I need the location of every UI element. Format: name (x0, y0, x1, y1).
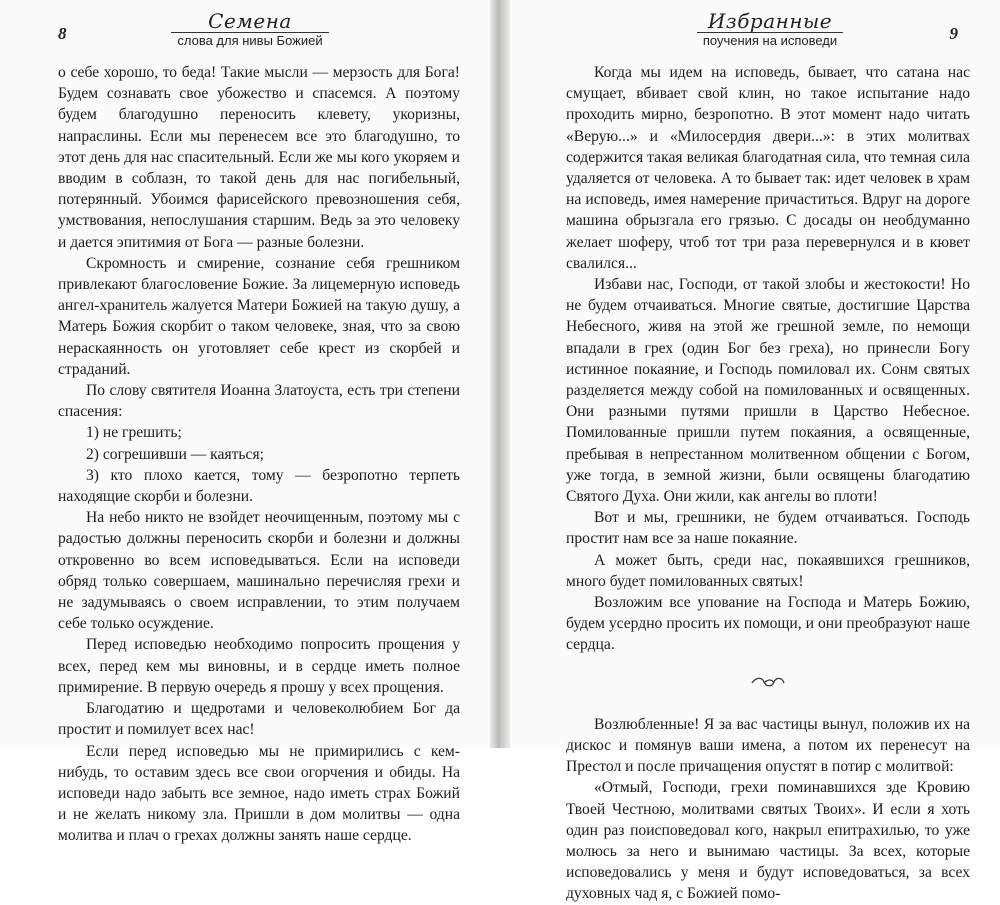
left-page-number: 8 (58, 24, 67, 43)
paragraph: На небо никто не взойдет неочищенным, поэтому мы с радостью должны переносить скорби и болезни и должны откровенно во всем исповедываться. Если на исповеди обряд только совершаем, машинально перечисляя грехи и не задумываясь о своем исправлении, то этим получаем себе только осуждение. (58, 509, 460, 633)
paragraph: Избави нас, Господи, от такой злобы и жестокости! Но не будем отчаиваться. Многие святые, достигшие Царства Небесного, живя на этой же грешной земле, по немощи впадали в грех (один Бог без греха), но принесли Богу истинное покаяние, и Господь помиловал их. Сонм святых разделяется между собой на помилованных и освященных. Они разными путями пришли в Царство Небесное. Помилованные пришли путем покаяния, а освященные, пребывая в непрестанном молитвенном общении с Богом, уже тогда, в земной жизни, были освящены благодатию Святого Духа. Они жили, как ангелы во плоти! (566, 276, 970, 506)
list-item: 3) кто плохо кается, тому — безропотно терпеть находящие скорби и болезни. (58, 466, 460, 506)
right-running-header (660, 10, 880, 50)
left-page (0, 0, 490, 845)
right-page (510, 0, 1000, 903)
right-header-subtitle: поучения на исповеди (697, 32, 843, 48)
book-gutter (490, 0, 510, 748)
paragraph: Когда мы идем на исповедь, бывает, что сатана нас смущает, вбивает свой клин, но такое испытание надо проходить мирно, безропотно. В этот момент надо читать «Верую...» и «Милосердия двери...»: в этих молитвах содержится такая великая благодатная сила, что темная сила удаляется от человека. А то бывает так: идет человек в храм на исповедь, имея намерение причаститься. Вдруг на дороге машина обрызгала его грязью. С досады он необдуманно желает шоферу, чтоб тот три раза перевернулся и в кювет свалился... (566, 64, 970, 272)
right-page-number: 9 (949, 24, 958, 43)
paragraph: Перед исповедью необходимо попросить прощения у всех, перед кем мы виновны, и в сердце иметь полное примирение. В первую очередь я прошу у всех прощения. (58, 636, 460, 696)
paragraph: Вот и мы, грешники, не будем отчаиваться. Господь простит нам все за наше покаяние. (566, 509, 970, 548)
paragraph: Возлюбленные! Я за вас частицы вынул, положив их на дискос и помянув ваши имена, а потом их перенесут на Престол и после причащения опустят в потир с молитвой: (566, 715, 970, 776)
paragraph: Благодатию и щедротами и человеколюбием Бог да простит и помилует всех нас! (58, 700, 460, 739)
left-running-header (140, 10, 360, 50)
paragraph: о себе хорошо, то беда! Такие мысли — мерзость для Бога! Будем сознавать свое убожество и спасемся. А поэтому будем благодушно переносить клевету, укоризны, напраслины. Если мы перенесем все это благодушно, то этот день для нас спасительный. Если же мы кого укоряем и вводим в соблазн, то такой день для нас погибельный, потерянный. Убоимся фарисейского превозношения себя, умствования, непослушания старшим. Ведь за это человеку и дается эпитимия от Бога — разные болезни. (58, 64, 460, 251)
list-item: 1) не грешить; (86, 424, 182, 442)
list-item: 2) согрешивши — каяться; (86, 445, 264, 463)
paragraph: Возложим все упование на Господа и Матерь Божию, будем усердно просить их помощи, и они преобразуют наше сердца. (566, 594, 970, 654)
right-body-text (566, 62, 970, 905)
left-header-title: Семена (208, 9, 292, 33)
left-header-subtitle: слова для нивы Божией (171, 32, 328, 48)
left-body-text (58, 62, 460, 847)
section-divider-ornament-icon (566, 674, 970, 688)
paragraph: По слову святителя Иоанна Златоуста, есть три степени спасения: (58, 382, 460, 421)
paragraph: «Отмый, Господи, грехи поминавшихся зде Кровию Твоей Честною, молитвами святых Твоих». И если я хоть один раз поисповедовал кого, накрыл епитрахилью, то уже молюсь за него и вынимаю частицы. За всех, которые исповедовались у меня и будут исповедоваться, за всех духовных чад я, с Божией помо- (566, 779, 970, 903)
right-header-title: Избранные (707, 9, 833, 33)
paragraph: А может быть, среди нас, покаявшихся грешников, много будет помилованных святых! (566, 551, 970, 590)
paragraph: Если перед исповедью мы не примирились с кем-нибудь, то оставим здесь все свои огорчения и обиды. На исповеди надо забыть все земное, надо иметь страх Божий и не желать никому зла. Пришли в дом молитвы — одна молитва и плач о грехах должны занять наше сердце. (58, 742, 460, 845)
paragraph: Скромность и смирение, сознание себя грешником привлекают благословение Божие. За лицемерную исповедь ангел-хранитель жалуется Матери Божией на такую душу, а Матерь Божия скорбит о таком человеке, зная, что за свою нераскаянность он уготовляет себе крест из скорбей и страданий. (58, 254, 460, 378)
